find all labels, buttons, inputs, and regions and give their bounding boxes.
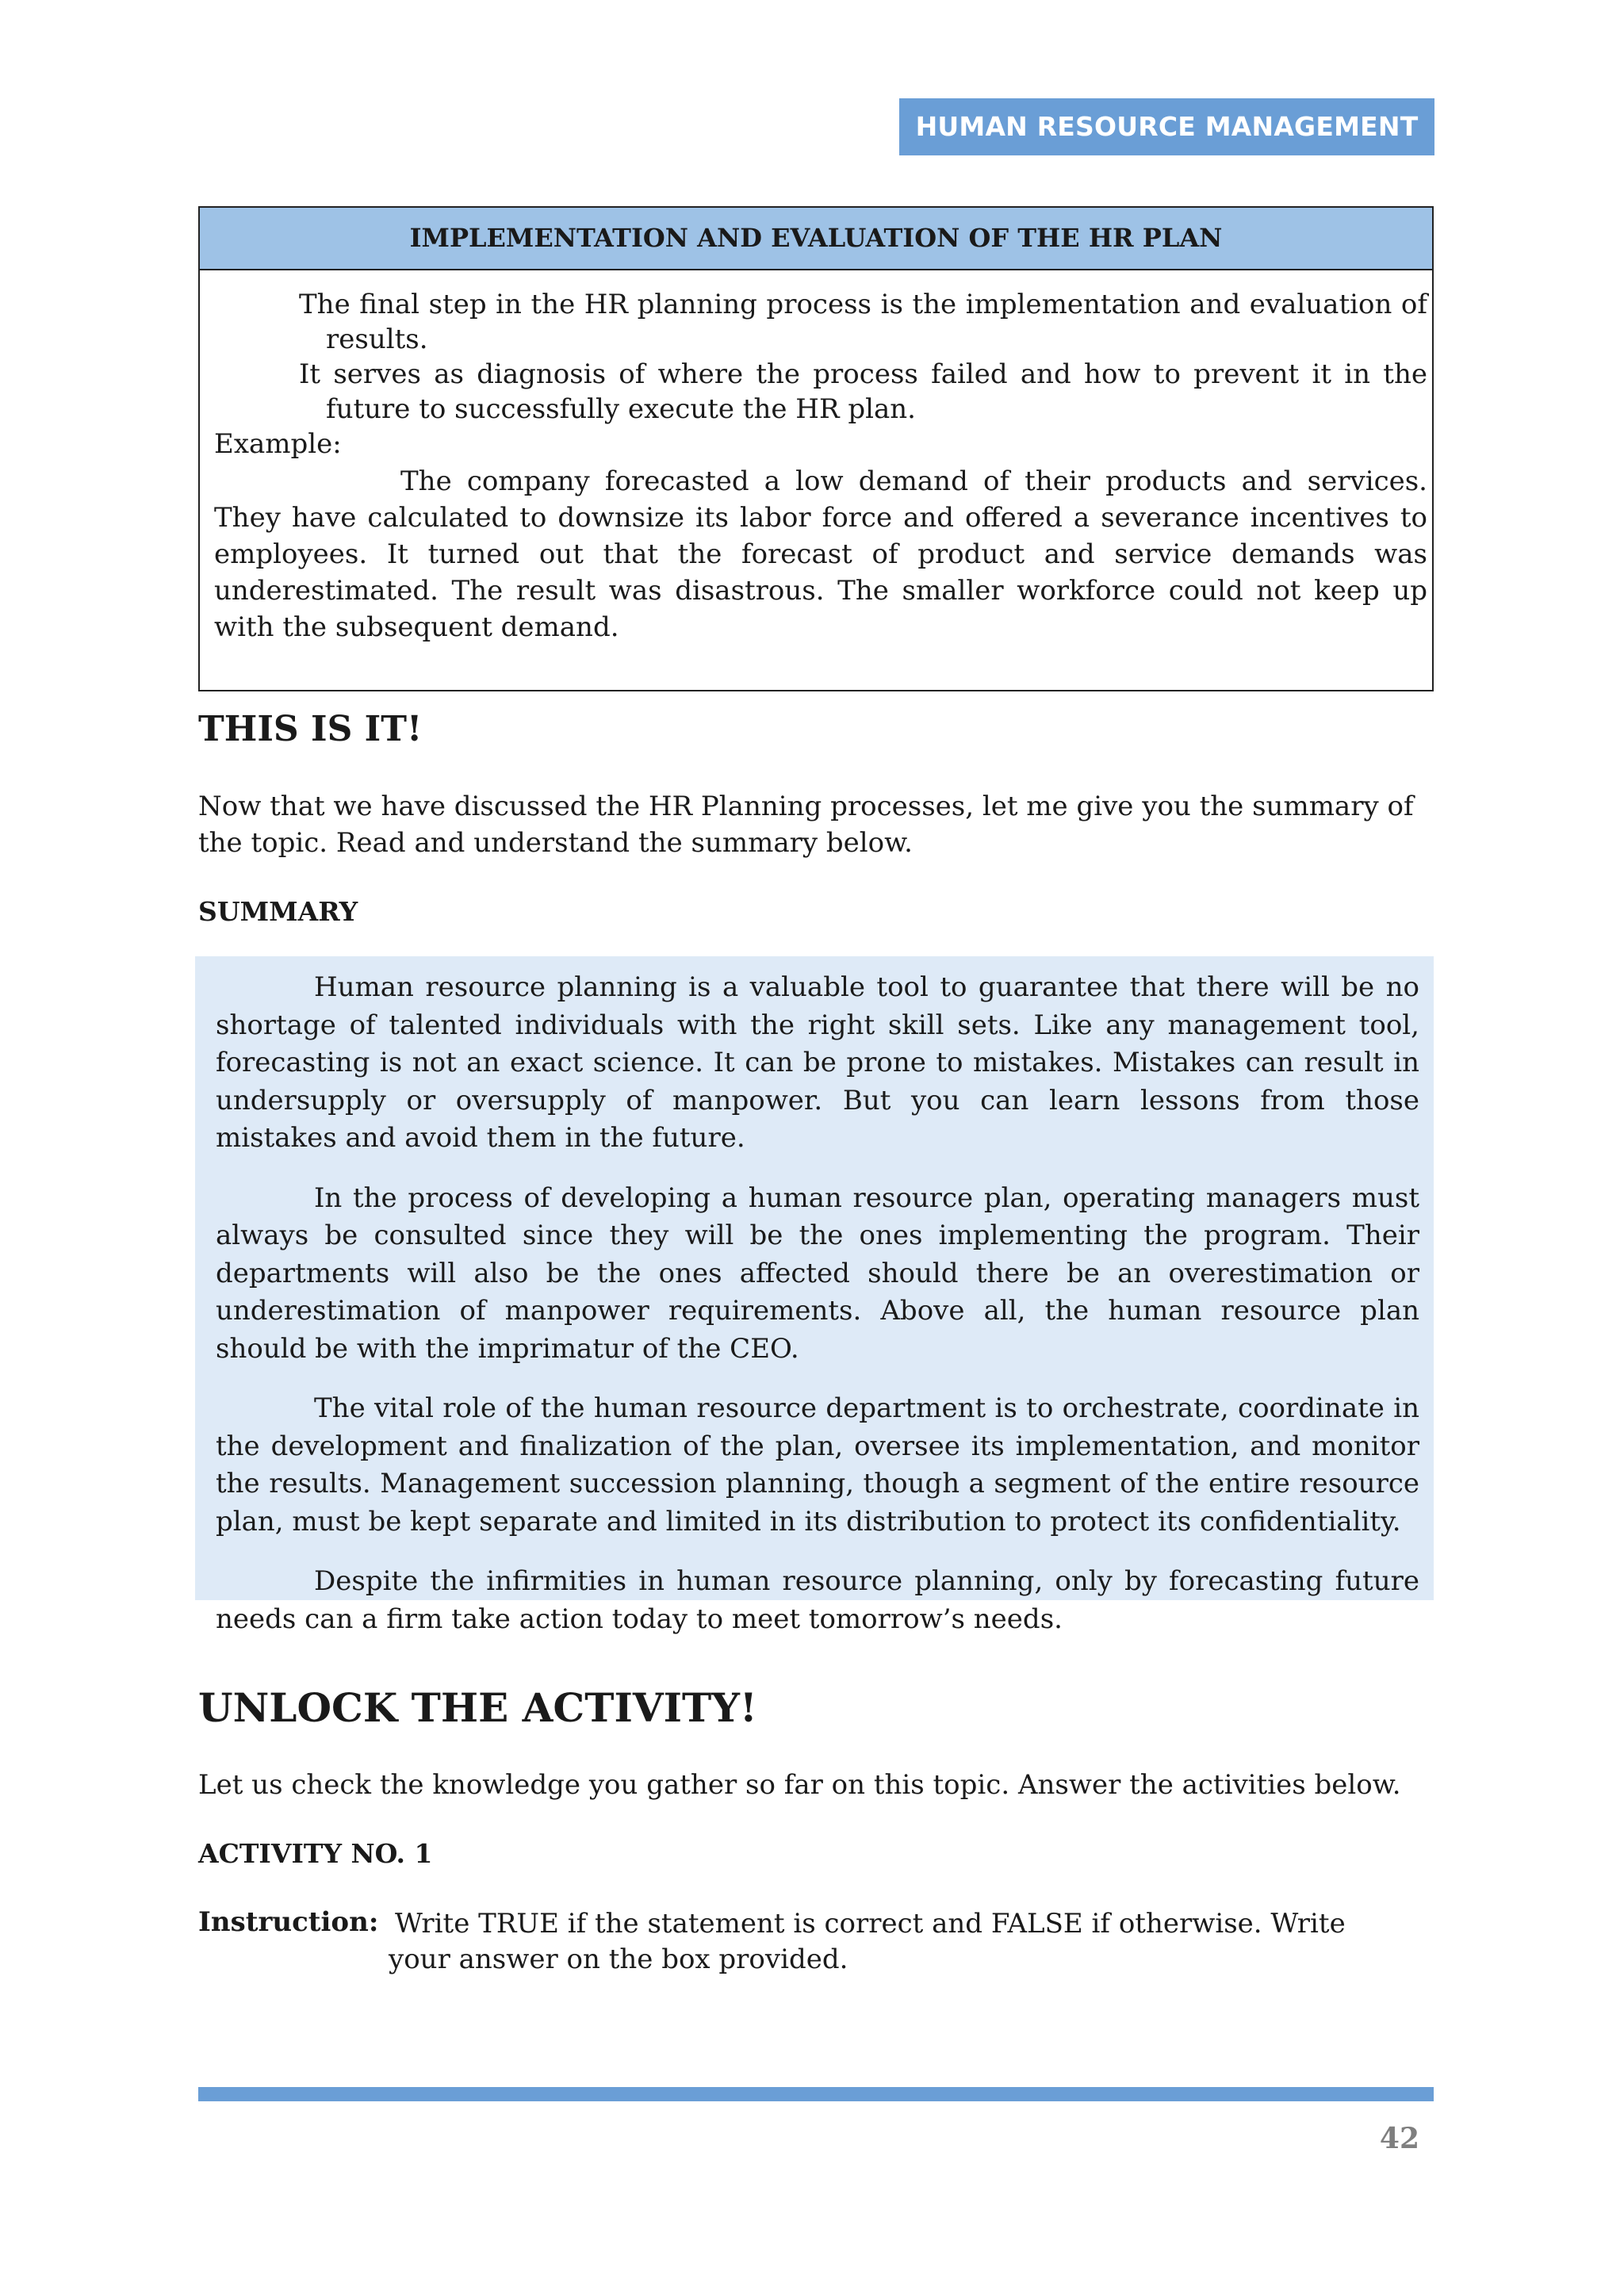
summary-paragraph: In the process of developing a human resource plan, operating managers must always be consulted since they will be the ones implementing the program. Their departments will also be the ones affected should there be an overestimation or underestimation of manpower requirements. Above all, the human resource plan should be with the imprimatur of the CEO.	[216, 1181, 1419, 1365]
this-is-it-intro: Now that we have discussed the HR Planning processes, let me give you the summary of the topic. Read and understand the summary below.	[198, 791, 1414, 859]
header-badge: HUMAN RESOURCE MANAGEMENT	[899, 98, 1434, 155]
summary-paragraph: The vital role of the human resource department is to orchestrate, coordinate in the development and finalization of the plan, oversee its implementation, and monitor the results. Management succession planning, though a segment of the entire resource plan, must be kept separate and limited in its distribution to protect its confidentiality.	[216, 1392, 1419, 1538]
implementation-box-title: IMPLEMENTATION AND EVALUATION OF THE HR PLAN	[200, 208, 1432, 270]
this-is-it-heading: THIS IS IT!	[198, 709, 423, 749]
summary-paragraph: Human resource planning is a valuable tool to guarantee that there will be no shortage of talented individuals with the right skill sets. Like any management tool, forecasting is not an exact science. It can be prone to mistakes. Mistakes can result in undersupply or oversupply of manpower. But you can learn lessons from those mistakes and avoid them in the future.	[216, 971, 1419, 1154]
summary-heading: SUMMARY	[198, 896, 358, 927]
unlock-heading: UNLOCK THE ACTIVITY!	[198, 1684, 757, 1731]
implementation-box-body	[214, 287, 1427, 645]
instruction-text: Write TRUE if the statement is correct and FALSE if otherwise. Write your answer on the box provided.	[389, 1908, 1346, 1975]
page-number: 42	[1379, 2122, 1419, 2155]
summary-paragraph: Despite the infirmities in human resource planning, only by forecasting future needs can a firm take action today to meet tomorrow’s needs.	[216, 1565, 1419, 1635]
example-text: The company forecasted a low demand of their products and services. They have calculated to downsize its labor force and offered a severance incentives to employees. It turned out that the forecast of product and service demands was underestimated. The result was disastrous. The smaller workforce could not keep up with the subsequent demand.	[214, 465, 1427, 643]
implementation-box	[198, 206, 1434, 691]
example-label: Example:	[214, 428, 342, 460]
instruction-label: Instruction:	[198, 1906, 379, 1938]
unlock-intro: Let us check the knowledge you gather so far on this topic. Answer the activities below.	[198, 1769, 1401, 1801]
bullet-item: It serves as diagnosis of where the process failed and how to prevent it in the future to successfully execute the HR plan.	[299, 358, 1427, 425]
footer-bar	[198, 2087, 1434, 2101]
summary-box	[195, 956, 1434, 1635]
activity-label: ACTIVITY NO. 1	[198, 1838, 433, 1869]
bullet-item: The final step in the HR planning process is the implementation and evaluation of results.	[299, 289, 1427, 355]
